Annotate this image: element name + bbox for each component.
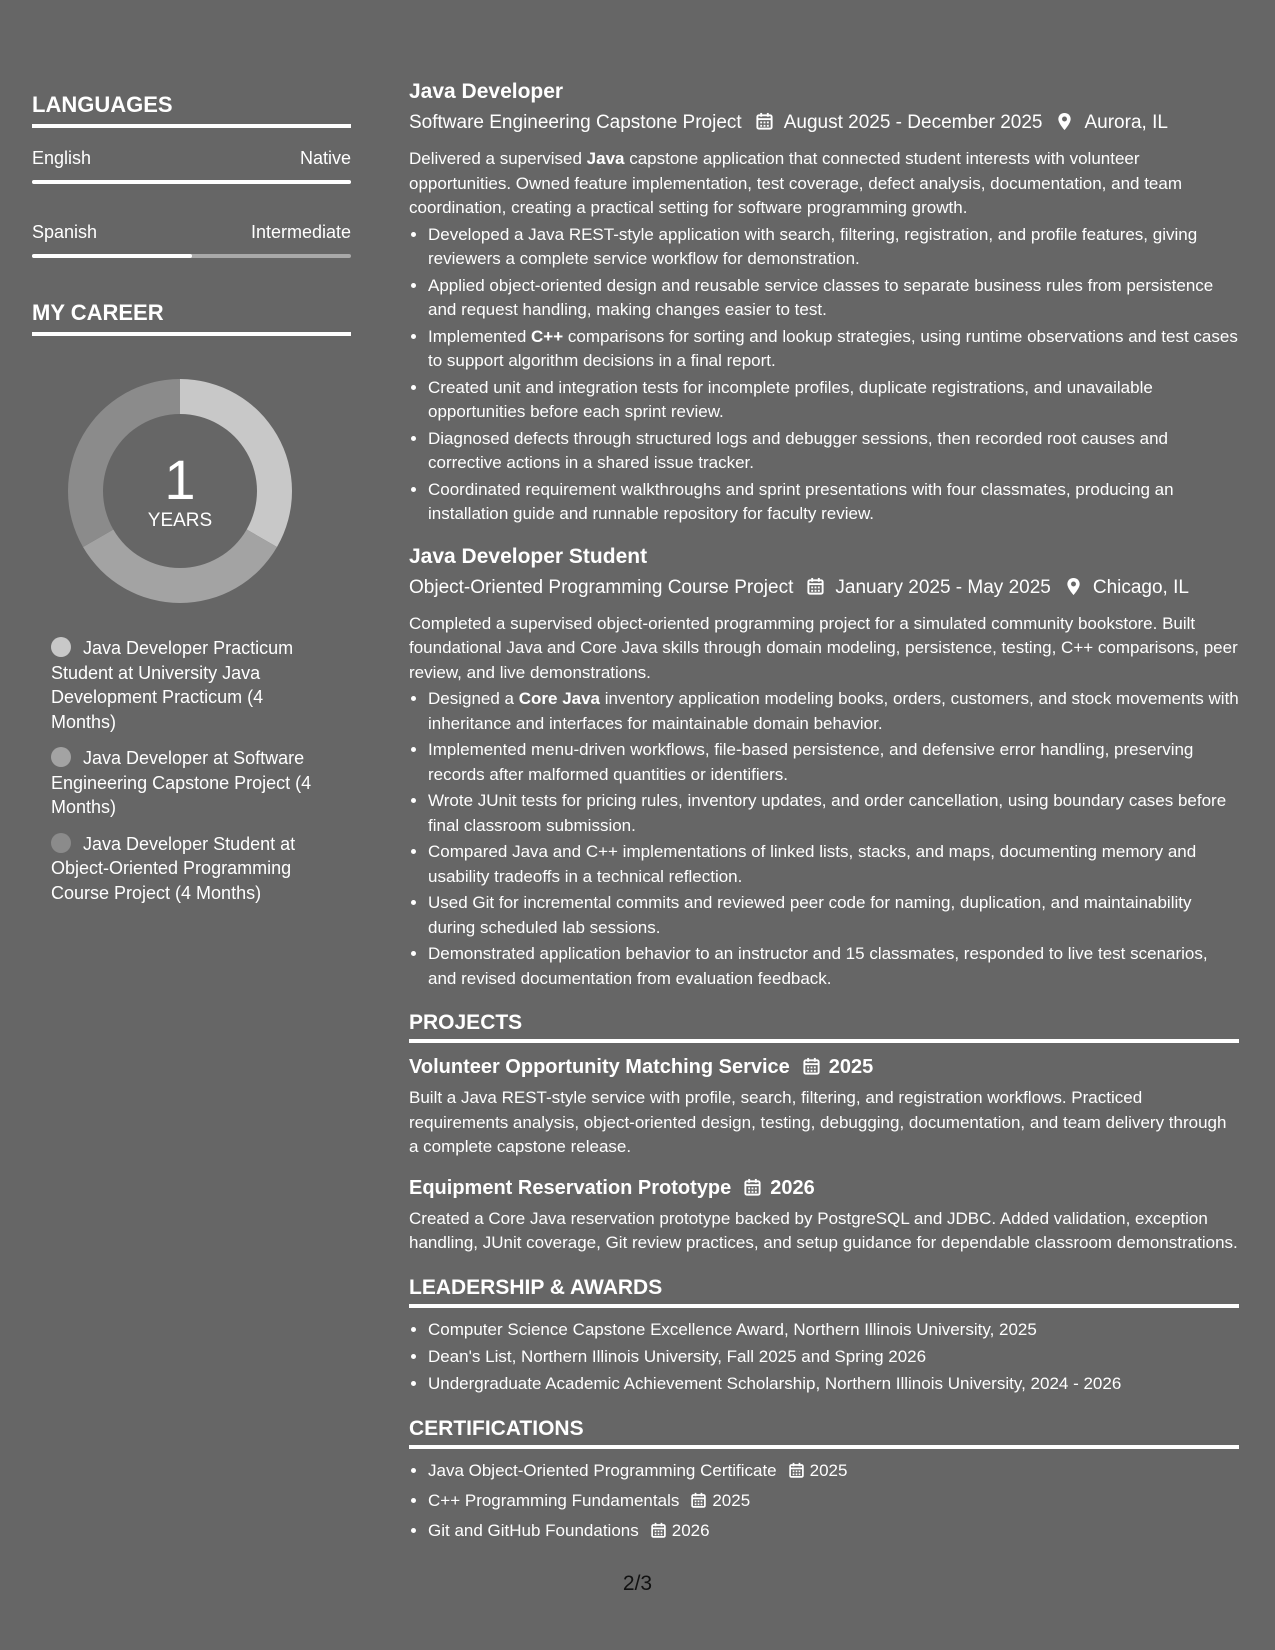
language-row [32, 146, 351, 170]
awards-list [409, 1316, 1239, 1397]
map-pin-icon [1055, 112, 1074, 139]
job-location: Chicago, IL [1092, 576, 1189, 598]
language-proficiency-bar [32, 254, 351, 258]
page-number: 2/3 [622, 1572, 653, 1595]
certification-year: 2026 [671, 1520, 710, 1540]
text-run: Used Git for incremental commits and reviewed peer code for naming, duplication, and maintainability during scheduled lab sessions. [428, 893, 1192, 937]
job-meta [409, 575, 1239, 604]
bold-keyword: Core Java [518, 689, 601, 708]
text-run: Developed a Java REST-style application with search, filtering, registration, and profile features, giving reviewers a complete service workflow for demonstration. [428, 224, 1198, 268]
project-title-row [409, 1174, 1239, 1205]
legend-dot [51, 747, 71, 767]
text-run: Diagnosed defects through structured logs and debugger sessions, then recorded root causes and corrective actions in a shared issue tracker. [428, 428, 1168, 472]
calendar-icon [788, 1460, 805, 1487]
text-run: Compared Java and C++ implementations of linked lists, stacks, and maps, documenting memory and usability tradeoffs in a technical reflection. [428, 842, 1197, 886]
job-organization: Object-Oriented Programming Course Project [409, 576, 794, 598]
bold-keyword: Java [586, 149, 625, 168]
project-year: 2026 [770, 1176, 815, 1199]
job-bullet [428, 274, 1239, 323]
language-proficiency-bar [32, 180, 351, 184]
career-legend-item [51, 832, 331, 906]
job-organization: Software Engineering Capstone Project [409, 112, 742, 133]
experience-list [409, 78, 1239, 991]
job-bullet [428, 789, 1239, 838]
job-entry [409, 543, 1239, 992]
language-proficiency-fill [32, 180, 351, 184]
career-heading: MY CAREER [32, 300, 351, 336]
career-legend-label: Java Developer Student at Object-Oriented Programming Course Project (4 Months) [51, 833, 296, 903]
job-bullet [428, 325, 1239, 374]
project-description: Built a Java REST-style service with profile, search, filtering, and registration workflows. Practiced requirements analysis, object-oriented design, testing, debugging, documentation, and team delivery through a complete capstone release. [409, 1088, 1227, 1156]
award-item: • Undergraduate Academic Achievement Scholarship, Northern Illinois University, 2024 - 2026 [428, 1370, 1239, 1397]
language-name: Spanish [32, 222, 98, 242]
text-run: Completed a supervised object-oriented programming project for a simulated community bookstore. Built foundational Java and Core Java skills through domain modeling, persistence, testing, C++ comparisons, peer review, and live demonstrations. [409, 613, 1238, 682]
career-donut-chart [67, 378, 293, 604]
job-title: Java Developer [409, 80, 564, 103]
project-year: 2025 [828, 1056, 874, 1078]
career-legend-item [51, 746, 331, 820]
text-run: Designed a [428, 689, 519, 708]
award-item: • Computer Science Capstone Excellence Award, Northern Illinois University, 2025 [428, 1316, 1239, 1343]
certification-year: 2025 [712, 1490, 751, 1510]
language-level: Native [299, 148, 351, 168]
legend-dot [51, 833, 71, 853]
certifications-list [409, 1457, 1239, 1547]
languages-heading: LANGUAGES [32, 92, 351, 128]
job-bullet [428, 840, 1239, 889]
text-run: comparisons for sorting and lookup strategies, using runtime observations and test cases to support algorithm decisions in a final report. [428, 326, 1238, 370]
text-run: inventory application modeling books, orders, customers, and stock movements with inheritance and interfaces for maintainable domain behavior. [428, 689, 1239, 733]
award-item: • Dean's List, Northern Illinois University, Fall 2025 and Spring 2026 [428, 1343, 1239, 1370]
job-bullet [428, 478, 1239, 527]
certifications-heading: CERTIFICATIONS [409, 1417, 1239, 1449]
projects-heading: PROJECTS [409, 1011, 1239, 1043]
career-legend-label: Java Developer Practicum Student at University Java Development Practicum (4 Months) [51, 638, 294, 732]
donut-center [67, 378, 293, 604]
calendar-icon [690, 1490, 707, 1517]
text-run: Created unit and integration tests for incomplete profiles, duplicate registrations, and unavailable opportunities before each sprint review. [428, 377, 1153, 421]
legend-dot [51, 637, 71, 657]
years-label: YEARS [147, 510, 213, 531]
calendar-icon [802, 1056, 821, 1084]
project-entry [409, 1053, 1239, 1160]
project-title: Equipment Reservation Prototype [409, 1176, 732, 1199]
language-row [32, 220, 351, 244]
project-title-row [409, 1053, 1239, 1084]
career-legend-item [51, 636, 331, 734]
language-list [32, 146, 351, 258]
calendar-icon [743, 1177, 762, 1205]
text-run: Demonstrated application behavior to an instructor and 15 classmates, responded to live test scenarios, and revised documentation from evaluation feedback. [428, 944, 1208, 988]
certification-name: Java Object-Oriented Programming Certificate [428, 1460, 777, 1480]
language-level: Intermediate [250, 222, 351, 242]
job-dates: January 2025 - May 2025 [835, 576, 1051, 598]
job-bullet [428, 891, 1239, 940]
years-value: 1 [164, 448, 196, 511]
job-bullets [409, 223, 1239, 527]
awards-heading: LEADERSHIP & AWARDS [409, 1276, 1239, 1308]
job-location: Aurora, IL [1084, 112, 1168, 133]
job-bullets [409, 687, 1239, 991]
career-legend [32, 636, 351, 905]
text-run: Implemented [428, 326, 531, 346]
language-name: English [32, 148, 92, 168]
job-meta [409, 110, 1239, 139]
certification-year: 2025 [809, 1460, 848, 1480]
job-bullet [428, 738, 1239, 787]
job-summary [409, 612, 1239, 686]
main-content [409, 78, 1239, 1547]
bold-keyword: C++ [531, 326, 564, 346]
job-bullet [428, 687, 1239, 736]
certification-item [428, 1457, 1239, 1487]
text-run: Applied object-oriented design and reusable service classes to separate business rules from persistence and request handling, making changes easier to test. [428, 275, 1214, 319]
job-title: Java Developer Student [409, 544, 648, 568]
map-pin-icon [1064, 577, 1083, 604]
job-bullet [428, 427, 1239, 476]
project-entry [409, 1174, 1239, 1256]
certification-item [428, 1487, 1239, 1517]
job-entry [409, 78, 1239, 527]
calendar-icon [806, 577, 825, 604]
certification-name: Git and GitHub Foundations [428, 1520, 639, 1540]
job-summary [409, 147, 1239, 221]
certification-item [428, 1517, 1239, 1547]
language-proficiency-fill [32, 254, 192, 258]
text-run: Delivered a supervised [409, 149, 587, 168]
career-legend-label: Java Developer at Software Engineering Capstone Project (4 Months) [51, 748, 312, 817]
calendar-icon [650, 1520, 667, 1547]
job-bullet [428, 376, 1239, 425]
text-run: Implemented menu-driven workflows, file-based persistence, and defensive error handling, preserving records after malformed quantities or identifiers. [428, 740, 1194, 784]
text-run: Wrote JUnit tests for pricing rules, inventory updates, and order cancellation, using boundary cases before final classroom submission. [428, 791, 1227, 835]
text-run: capstone application that connected student interests with volunteer opportunities. Owned feature implementation, test coverage, defect analysis, documentation, and team coordination, creating a practical setting for software programming growth. [409, 149, 1183, 217]
project-description: Created a Core Java reservation prototype backed by PostgreSQL and JDBC. Added validation, exception handling, JUnit coverage, Git review practices, and setup guidance for dependable classroom demonstrations. [409, 1208, 1238, 1252]
calendar-icon [755, 112, 774, 139]
sidebar [32, 92, 351, 917]
text-run: Coordinated requirement walkthroughs and sprint presentations with four classmates, producing an installation guide and runnable repository for faculty review. [428, 479, 1174, 523]
job-dates: August 2025 - December 2025 [783, 112, 1043, 133]
certification-name: C++ Programming Fundamentals [428, 1490, 680, 1510]
job-bullet [428, 942, 1239, 991]
project-title: Volunteer Opportunity Matching Service [409, 1056, 790, 1078]
job-bullet [428, 223, 1239, 272]
projects-list [409, 1053, 1239, 1256]
